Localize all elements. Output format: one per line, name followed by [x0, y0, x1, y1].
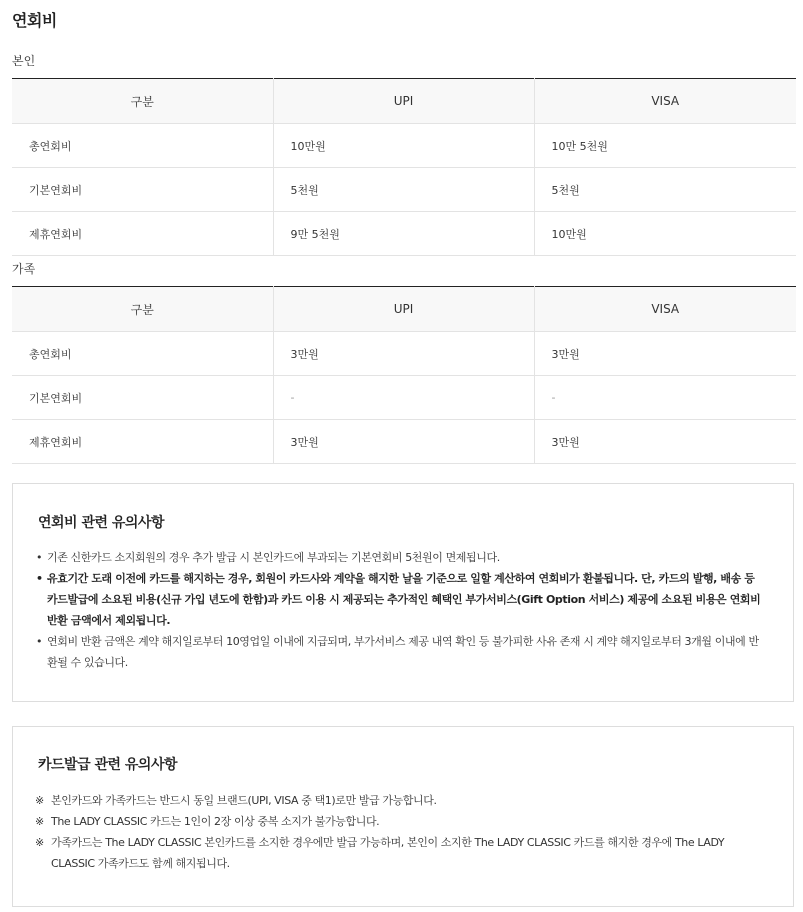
table-header-row [12, 287, 796, 332]
self-fee-table [12, 78, 796, 256]
list-item [35, 811, 767, 832]
visa-value: 3만원 [534, 332, 796, 376]
upi-value: 10만원 [273, 124, 534, 168]
column-header-category: 구분 [12, 79, 273, 124]
card-notice-box [12, 726, 794, 907]
bullet-icon: • [36, 572, 43, 585]
table-row [12, 332, 796, 376]
list-item [35, 547, 767, 568]
notice-text: 연회비 반환 금액은 계약 해지일로부터 10영업일 이내에 지급되며, 부가서비스 제공 내역 확인 등 불가피한 사유 존재 시 계약 해지일로부터 3개월 이내에 반환될 수 있습니다. [47, 635, 759, 669]
visa-value: 3만원 [534, 420, 796, 464]
row-label: 제휴연회비 [12, 420, 273, 464]
list-item [35, 832, 767, 874]
visa-value: 10만 5천원 [534, 124, 796, 168]
row-label: 총연회비 [12, 124, 273, 168]
upi-value: - [273, 376, 534, 420]
notice-text: 본인카드와 가족카드는 반드시 동일 브랜드(UPI, VISA 중 택1)로만 발급 가능합니다. [51, 794, 437, 807]
reference-mark-icon: ※ [35, 836, 44, 849]
row-label: 기본연회비 [12, 376, 273, 420]
table-row [12, 376, 796, 420]
table-row [12, 124, 796, 168]
table-row [12, 168, 796, 212]
upi-value: 5천원 [273, 168, 534, 212]
upi-value: 3만원 [273, 332, 534, 376]
bullet-icon: • [36, 635, 43, 648]
self-section-title: 본인 [12, 54, 36, 68]
notice-text: 가족카드는 The LADY CLASSIC 본인카드를 소지한 경우에만 발급 가능하며, 본인이 소지한 The LADY CLASSIC 카드를 해지한 경우에 The LADY CLASSIC 가족카드도 함께 해지됩니다. [51, 836, 725, 870]
table-row [12, 420, 796, 464]
fee-notice-title: 연회비 관련 유의사항 [38, 515, 164, 531]
fee-notice-list [35, 547, 767, 673]
column-header-upi: UPI [273, 79, 534, 124]
row-label: 제휴연회비 [12, 212, 273, 256]
card-notice-title: 카드발급 관련 유의사항 [38, 757, 177, 773]
list-item [35, 631, 767, 673]
table-header-row [12, 79, 796, 124]
family-section-title: 가족 [12, 262, 36, 276]
bullet-icon: • [36, 551, 43, 564]
column-header-visa: VISA [534, 79, 796, 124]
visa-value: - [534, 376, 796, 420]
list-item [35, 790, 767, 811]
family-fee-table [12, 286, 796, 464]
reference-mark-icon: ※ [35, 815, 44, 828]
visa-value: 10만원 [534, 212, 796, 256]
card-notice-list [35, 790, 767, 874]
notice-text: 기존 신한카드 소지회원의 경우 추가 발급 시 본인카드에 부과되는 기본연회비 5천원이 면제됩니다. [47, 551, 500, 564]
visa-value: 5천원 [534, 168, 796, 212]
list-item [35, 568, 767, 631]
notice-text: 유효기간 도래 이전에 카드를 해지하는 경우, 회원이 카드사와 계약을 해지한 날을 기준으로 일할 계산하여 연회비가 환불됩니다. 단, 카드의 발행, 배송 등 카드발급에 소요된 비용(신규 가입 년도에 한함)과 카드 이용 시 제공되는 추가적인 혜택인 부가서비스(Gift Option 서비스) 제공에 소요된 비용은 연회비 반환 금액에서 제외됩니다. [47, 572, 761, 627]
row-label: 기본연회비 [12, 168, 273, 212]
notice-text: The LADY CLASSIC 카드는 1인이 2장 이상 중복 소지가 불가능합니다. [51, 815, 380, 828]
reference-mark-icon: ※ [35, 794, 44, 807]
fee-notice-box [12, 483, 794, 702]
column-header-category: 구분 [12, 287, 273, 332]
column-header-visa: VISA [534, 287, 796, 332]
column-header-upi: UPI [273, 287, 534, 332]
table-row [12, 212, 796, 256]
upi-value: 9만 5천원 [273, 212, 534, 256]
page-title: 연회비 [12, 11, 57, 30]
row-label: 총연회비 [12, 332, 273, 376]
upi-value: 3만원 [273, 420, 534, 464]
